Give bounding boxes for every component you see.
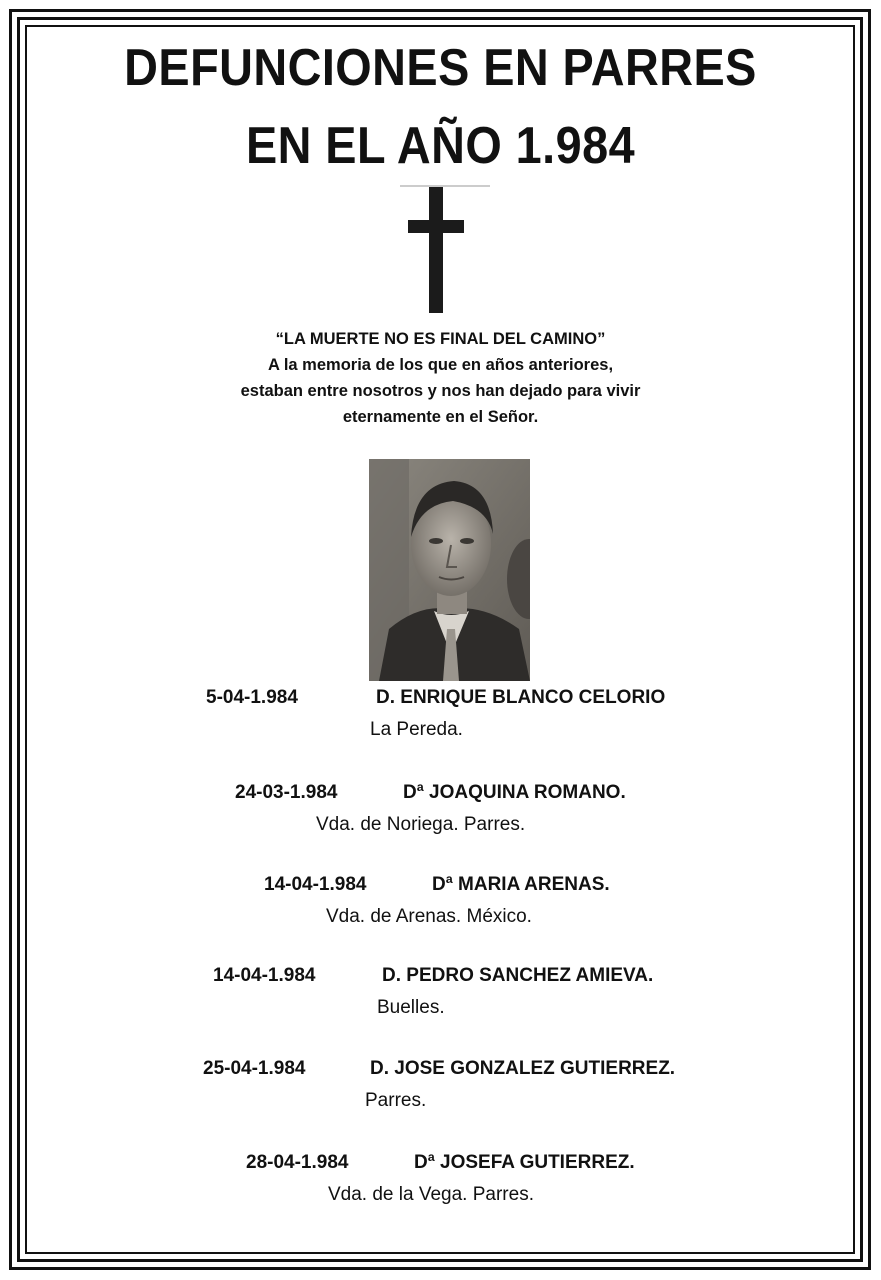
dedication-line: estaban entre nosotros y nos han dejado para vivir bbox=[240, 382, 641, 400]
entry-place: Buelles. bbox=[377, 997, 445, 1018]
cross-icon bbox=[408, 187, 464, 313]
entry-date: 28-04-1.984 bbox=[246, 1152, 349, 1173]
entry-place: Parres. bbox=[365, 1090, 427, 1111]
entry-date: 5-04-1.984 bbox=[206, 687, 298, 708]
entry-place: Vda. de la Vega. Parres. bbox=[328, 1184, 534, 1205]
entry-place: La Pereda. bbox=[370, 719, 463, 740]
dedication-line: “LA MUERTE NO ES FINAL DEL CAMINO” bbox=[275, 330, 606, 348]
title-line-2: EN EL AÑO 1.984 bbox=[245, 117, 636, 175]
entry-name: Dª MARIA ARENAS. bbox=[432, 874, 610, 895]
entry-name: D. JOSE GONZALEZ GUTIERREZ. bbox=[370, 1058, 676, 1079]
dedication-text bbox=[0, 326, 881, 430]
dedication-line: A la memoria de los que en años anteriores, bbox=[267, 356, 614, 374]
entry-name: Dª JOSEFA GUTIERREZ. bbox=[414, 1152, 635, 1173]
entry-name: D. PEDRO SANCHEZ AMIEVA. bbox=[382, 965, 654, 986]
entry-date: 14-04-1.984 bbox=[264, 874, 367, 895]
entry-date: 24-03-1.984 bbox=[235, 782, 338, 803]
entry-date: 14-04-1.984 bbox=[213, 965, 316, 986]
entry-name: Dª JOAQUINA ROMANO. bbox=[403, 782, 626, 803]
entry-place: Vda. de Noriega. Parres. bbox=[316, 814, 526, 835]
portrait-photo bbox=[369, 459, 530, 681]
entry-name: D. ENRIQUE BLANCO CELORIO bbox=[376, 687, 666, 708]
title-line-1: DEFUNCIONES EN PARRES bbox=[124, 39, 757, 97]
dedication-line: eternamente en el Señor. bbox=[342, 408, 539, 426]
entry-place: Vda. de Arenas. México. bbox=[326, 906, 532, 927]
entry-date: 25-04-1.984 bbox=[203, 1058, 306, 1079]
